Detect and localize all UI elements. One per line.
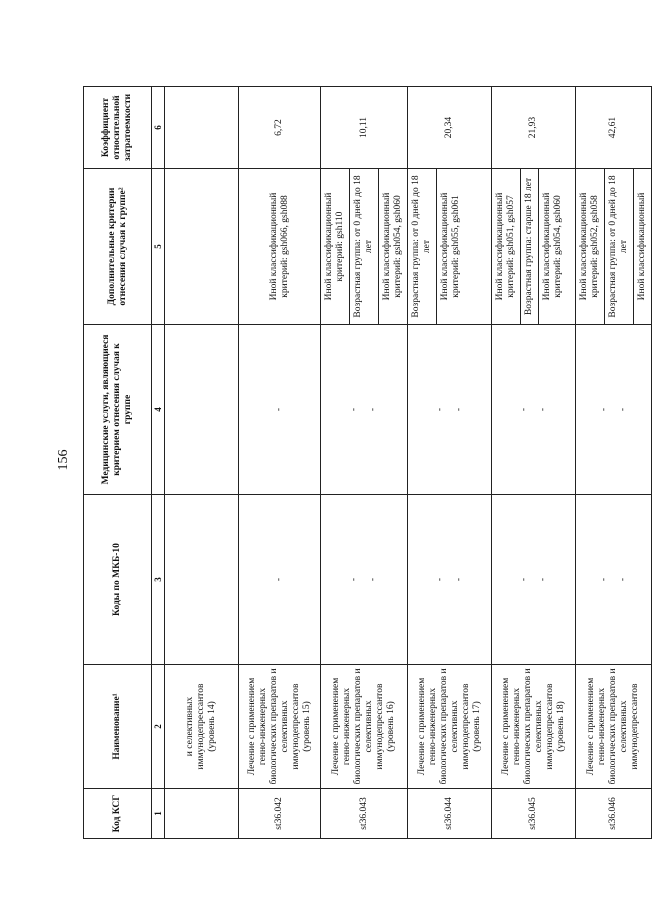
column-number: 1 xyxy=(152,789,165,839)
criterion: Возрастная группа: от 0 дней до 18 лет xyxy=(408,169,437,324)
criterion: Иной классификационный критерий: gsh054, gsh060 xyxy=(542,192,563,301)
mkb-codes xyxy=(576,495,652,665)
medical-services xyxy=(492,325,576,495)
services-dash: - xyxy=(434,407,445,412)
column-number: 5 xyxy=(152,169,165,325)
ksg-code: st36.046 xyxy=(576,789,652,839)
criterion: Возрастная группа: от 0 дней до 18 лет xyxy=(350,169,379,324)
extra-criteria: Иной классификационный критерий: gsh066, gsh088 xyxy=(239,169,321,325)
table-row xyxy=(321,87,408,839)
extra-criteria xyxy=(408,169,492,325)
medical-services xyxy=(576,325,652,495)
cost-coefficient: 10,11 xyxy=(321,87,408,169)
header-code: Код КСГ xyxy=(84,789,152,839)
criterion: Возрастная группа: старше 18 лет xyxy=(521,169,539,324)
ksg-code xyxy=(165,789,239,839)
ksg-name: и селективных иммунодепрессантов (уровень 14) xyxy=(165,665,239,789)
mkb-codes xyxy=(165,495,239,665)
page-number: 156 xyxy=(56,449,71,471)
criterion: Иной классификационный xyxy=(637,192,647,301)
extra-criteria xyxy=(165,169,239,325)
table-row xyxy=(239,87,321,839)
mkb-dash: - xyxy=(368,577,378,582)
extra-criteria xyxy=(321,169,408,325)
ksg-name: Лечение с применением генно-инженерных биологических препаратов и селективных иммунодепрессантов (уровень 18) xyxy=(492,665,576,789)
medical-services xyxy=(408,325,492,495)
mkb-codes xyxy=(408,495,492,665)
table-row xyxy=(408,87,492,839)
table-row xyxy=(492,87,576,839)
header-criteria: Дополнительные критерии отнесения случая к группе² xyxy=(84,169,152,325)
services-dash: - xyxy=(598,407,609,412)
header-name: Наименование¹ xyxy=(84,665,152,789)
mkb-codes xyxy=(492,495,576,665)
medical-services xyxy=(165,325,239,495)
cost-coefficient: 6,72 xyxy=(239,87,321,169)
ksg-name: Лечение с применением генно-инженерных биологических препаратов и селективных иммунодепрессантов (уровень 16) xyxy=(321,665,408,789)
cost-coefficient: 20,34 xyxy=(408,87,492,169)
header-row xyxy=(84,87,152,839)
criterion: Иной классификационный критерий: gsh052, gsh058 xyxy=(576,169,605,324)
ksg-code: st36.044 xyxy=(408,789,492,839)
mkb-dash: - xyxy=(537,577,548,582)
rotated-page xyxy=(83,87,647,839)
mkb-dash: - xyxy=(434,577,445,582)
services-dash: - xyxy=(349,407,359,412)
services-dash: - xyxy=(368,407,378,412)
services-dash: - xyxy=(453,407,464,412)
mkb-codes: - xyxy=(239,495,321,665)
table-row xyxy=(576,87,652,839)
cost-coefficient: 21,93 xyxy=(492,87,576,169)
criterion: Иной классификационный критерий: gsh055, gsh061 xyxy=(440,192,461,301)
mkb-codes xyxy=(321,495,408,665)
mkb-dash: - xyxy=(617,577,628,582)
ksg-name: Лечение с применением генно-инженерных биологических препаратов и селективных иммунодепрессантов xyxy=(576,665,652,789)
column-number: 3 xyxy=(152,495,165,665)
header-services: Медицинские услуги, являющиеся критерием отнесения случая к группе xyxy=(84,325,152,495)
criterion: Иной классификационный критерий: gsh051, gsh057 xyxy=(492,169,521,324)
column-number: 6 xyxy=(152,87,165,169)
ksg-name: Лечение с применением генно-инженерных биологических препаратов и селективных иммунодепрессантов (уровень 15) xyxy=(239,665,321,789)
ksg-code: st36.045 xyxy=(492,789,576,839)
mkb-dash: - xyxy=(453,577,464,582)
medical-services: - xyxy=(239,325,321,495)
column-numbers-row xyxy=(152,87,165,839)
header-mkb: Коды по МКБ-10 xyxy=(84,495,152,665)
extra-criteria xyxy=(492,169,576,325)
column-number: 2 xyxy=(152,665,165,789)
ksg-table xyxy=(83,86,652,839)
cost-coefficient xyxy=(165,87,239,169)
ksg-code: st36.042 xyxy=(239,789,321,839)
services-dash: - xyxy=(617,407,628,412)
cost-coefficient: 42,61 xyxy=(576,87,652,169)
mkb-dash: - xyxy=(349,577,359,582)
criterion: Иной классификационный критерий: gsh054, gsh060 xyxy=(382,192,403,301)
mkb-dash: - xyxy=(598,577,609,582)
ksg-name: Лечение с применением генно-инженерных биологических препаратов и селективных иммунодепрессантов (уровень 17) xyxy=(408,665,492,789)
extra-criteria xyxy=(576,169,652,325)
criterion: Иной классификационный критерий: gsh110 xyxy=(321,169,350,324)
criterion: Возрастная группа: от 0 дней до 18 лет xyxy=(605,169,634,324)
services-dash: - xyxy=(537,407,548,412)
table-row xyxy=(165,87,239,839)
services-dash: - xyxy=(518,407,529,412)
column-number: 4 xyxy=(152,325,165,495)
ksg-code: st36.043 xyxy=(321,789,408,839)
medical-services xyxy=(321,325,408,495)
mkb-dash: - xyxy=(518,577,529,582)
header-coef: Коэффициент относительной затратоемкости xyxy=(84,87,152,169)
